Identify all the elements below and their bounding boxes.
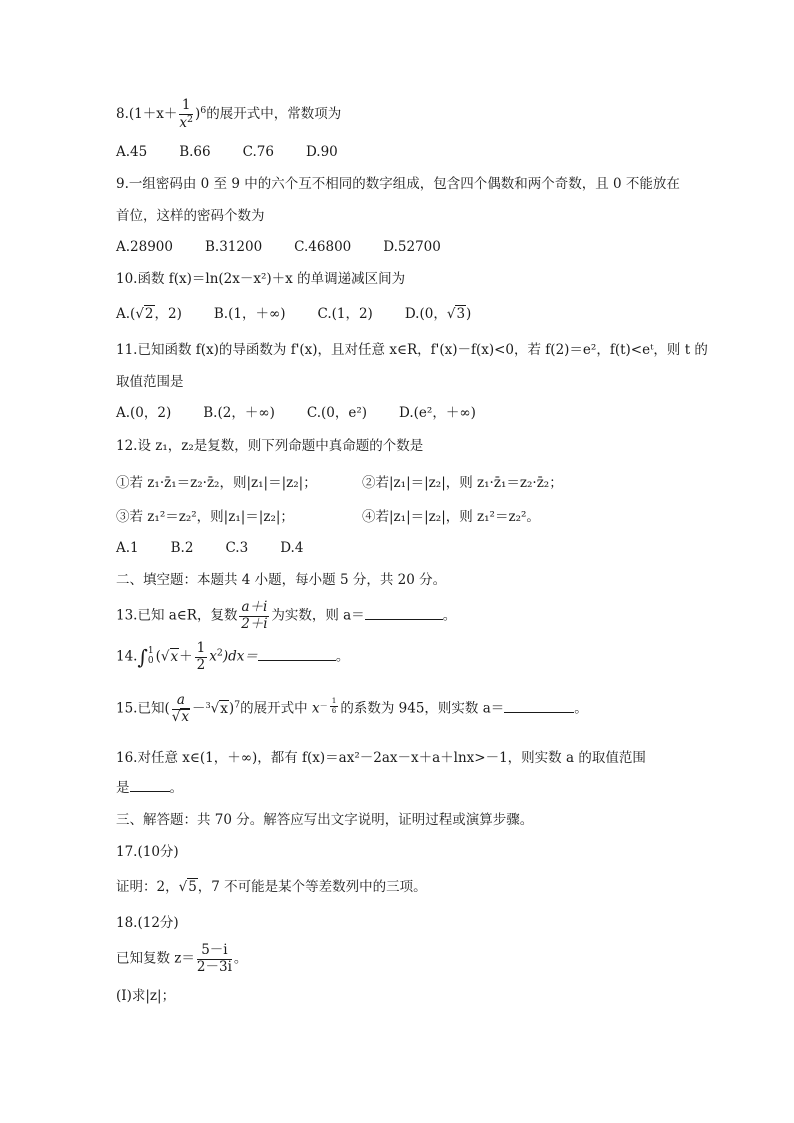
q8-frac-num: 1 [179, 98, 193, 115]
q13-frac-num: a＋i [241, 599, 268, 615]
q13-answer-blank [365, 618, 443, 620]
q8-den-exp: 2 [186, 113, 193, 125]
q15-root-var: x [220, 700, 228, 717]
question-8: 8.(1＋x＋ $\frac{1}{x^2}$ )$^6$的展开式中，常数项为 [116, 97, 342, 131]
q16-line-2-pre: 是 [116, 780, 130, 796]
q14-dx: )dx＝ [222, 648, 258, 665]
q12-option-c: C.3 [225, 540, 249, 556]
q11-option-c: C.(0，e²) [306, 405, 368, 421]
q8-option-a: A.45 [116, 144, 148, 160]
q15-answer-blank [504, 711, 574, 713]
q14-half-num: 1 [196, 640, 206, 656]
q14-lower-limit: 0 [147, 656, 154, 667]
q18-part-1: (I)求|z|； [116, 988, 176, 1004]
q14-upper-limit: 1 [147, 646, 154, 657]
q10-option-b: B.(1，＋∞) [213, 306, 286, 322]
q10-text: 10.函数 f(x)＝ln(2x－x²)＋x 的单调递减区间为 [116, 271, 406, 287]
q14-plus: ＋ [179, 648, 193, 665]
q15-prefix: 15.已知( [116, 700, 170, 717]
q10-d-pre: D.(0， [404, 306, 447, 322]
q12-option-a: A.1 [116, 540, 139, 556]
q9-options [116, 241, 473, 255]
q9-option-d: D.52700 [383, 239, 441, 255]
question-14: 14.∫ 1 0 (√x＋ $\frac{1}{2}$ $x^2)dx=$ 。 [116, 640, 350, 673]
q13-frac-den: 2＋i [241, 615, 268, 632]
q15-frac-den: x [181, 708, 189, 725]
integral-sign-icon: ∫ [137, 645, 148, 670]
q11-line-1: 11.已知函数 f(x)的导函数为 f'(x)，且对任意 x∈R，f'(x)－f(x)<0，若 f(2)＝e²，f(t)<eᵗ，则 t 的 [116, 342, 708, 358]
question-15: 15.已知( $\frac{a}{√x}$ －$^3$√x)$^7$的展开式中 $x^{- \frac{1}{6}}$ 的系数为 945，则实数 a＝ 。 [116, 692, 588, 725]
q8-option-c: C.76 [242, 144, 274, 160]
q12-proposition-2: ②若|z₁|＝|z₂|，则 z₁·z̄₁＝z₂·z̄₂； [362, 475, 563, 491]
q16-line-2 [116, 782, 183, 796]
q10-options [116, 308, 503, 322]
q14-term: x [209, 648, 217, 665]
q11-option-d: D.(e²，＋∞) [399, 405, 476, 421]
q9-option-b: B.31200 [205, 239, 263, 255]
q14-answer-blank [258, 659, 336, 661]
q8-option-b: B.66 [179, 144, 211, 160]
q10-d-radicand: 3 [456, 306, 466, 322]
q8-option-d: D.90 [305, 144, 338, 160]
q14-open-paren: ( [155, 648, 161, 665]
q18-frac-den: 2－3i [196, 958, 232, 975]
q9-option-a: A.28900 [116, 239, 173, 255]
q15-x-exp-den: 6 [331, 705, 337, 715]
q18-fraction [197, 943, 232, 975]
q11-option-b: B.(2，＋∞) [203, 405, 275, 421]
q13-suffix: 为实数，则 a＝ [271, 607, 365, 624]
q17-post: ，7 不可能是某个等差数列中的三项。 [197, 879, 427, 895]
q17-pre: 证明：2， [116, 879, 179, 895]
q9-option-c: C.46800 [294, 239, 352, 255]
q10-option-a: A.(√2，2) [116, 306, 182, 322]
q12-proposition-3: ③若 z₁²＝z₂²，则|z₁|＝|z₂|； [116, 509, 294, 525]
q16-line-2-end: 。 [169, 780, 183, 796]
q13-end: 。 [442, 607, 457, 624]
q12-option-b: B.2 [170, 540, 194, 556]
q14-half [195, 641, 208, 673]
q10-a-post: ，2) [154, 306, 182, 322]
q10-option-d: D.(0，√3) [404, 306, 472, 322]
q11-option-a: A.(0，2) [116, 405, 172, 421]
q13-fraction [239, 600, 269, 632]
q15-end: 。 [574, 700, 588, 717]
q15-close: ) [228, 700, 235, 717]
q14-sqrt-var: x [170, 648, 179, 665]
q15-fraction: $\frac{a}{√x}$ [171, 692, 189, 725]
q8-frac-den: x [179, 114, 187, 131]
q17-radicand: 5 [188, 879, 197, 895]
q14-end: 。 [335, 648, 350, 665]
section-2-heading: 二、填空题：本题共 4 小题，每小题 5 分，共 20 分。 [116, 572, 447, 588]
q9-line-2: 首位，这样的密码个数为 [116, 208, 265, 224]
q17-statement: 证明：2，√5，7 不可能是某个等差数列中的三项。 [116, 879, 427, 895]
q12-proposition-4: ④若|z₁|＝|z₂|，则 z₁²＝z₂²。 [362, 509, 540, 525]
q15-minus: － [191, 700, 206, 717]
q14-term-exp: 2 [216, 647, 223, 659]
q8-fraction [179, 98, 193, 131]
q12-proposition-1: ①若 z₁·z̄₁＝z₂·z̄₂，则|z₁|＝|z₂|； [116, 475, 317, 491]
q15-exponent: 7 [234, 699, 241, 711]
q18-end: 。 [233, 950, 248, 967]
q15-x-var: x [311, 700, 320, 717]
q18-frac-num: 5－i [197, 943, 232, 960]
q18-statement [116, 943, 247, 975]
q10-a-pre: A.( [116, 306, 136, 322]
q12-option-d: D.4 [280, 540, 304, 556]
q15-text-2: 的系数为 945，则实数 a＝ [340, 700, 505, 717]
q15-root-index: 3 [205, 700, 211, 711]
q10-a-radicand: 2 [144, 306, 154, 322]
q8-options [116, 146, 370, 160]
q16-answer-blank [130, 790, 170, 792]
q15-frac-num: a [172, 693, 190, 710]
q16-line-1: 16.对任意 x∈(1，＋∞)，都有 f(x)＝ax²－2ax－x＋a＋lnx>－1，则实数 a 的取值范围 [116, 750, 646, 766]
q8-exponent: 6 [200, 104, 207, 116]
q15-x-exp [330, 697, 339, 715]
q11-options [116, 407, 508, 421]
q12-text: 12.设 z₁，z₂是复数，则下列命题中真命题的个数是 [116, 438, 424, 454]
q9-line-1: 9.一组密码由 0 至 9 中的六个互不相同的数字组成，包含四个偶数和两个奇数，且 0 不能放在 [116, 176, 680, 192]
section-3-heading: 三、解答题：共 70 分。解答应写出文字说明，证明过程或演算步骤。 [116, 812, 534, 828]
q12-options [116, 542, 335, 556]
q11-line-2: 取值范围是 [116, 374, 184, 390]
q8-prefix: 8.(1＋x＋ [116, 106, 178, 123]
question-13 [116, 600, 456, 632]
q15-x-exp-num: 1 [331, 696, 337, 706]
q14-prefix: 14. [116, 648, 138, 665]
q18-pre: 已知复数 z＝ [116, 950, 195, 967]
q8-suffix: 的展开式中，常数项为 [206, 106, 342, 123]
q10-option-c: C.(1，2) [317, 306, 373, 322]
q13-prefix: 13.已知 a∈R，复数 [116, 607, 238, 624]
q15-text-1: 的展开式中 [240, 700, 308, 717]
q14-half-den: 2 [196, 656, 206, 673]
q10-d-post: ) [466, 306, 472, 322]
q17-header: 17.(10分) [116, 844, 179, 860]
q18-header: 18.(12分) [116, 915, 179, 931]
